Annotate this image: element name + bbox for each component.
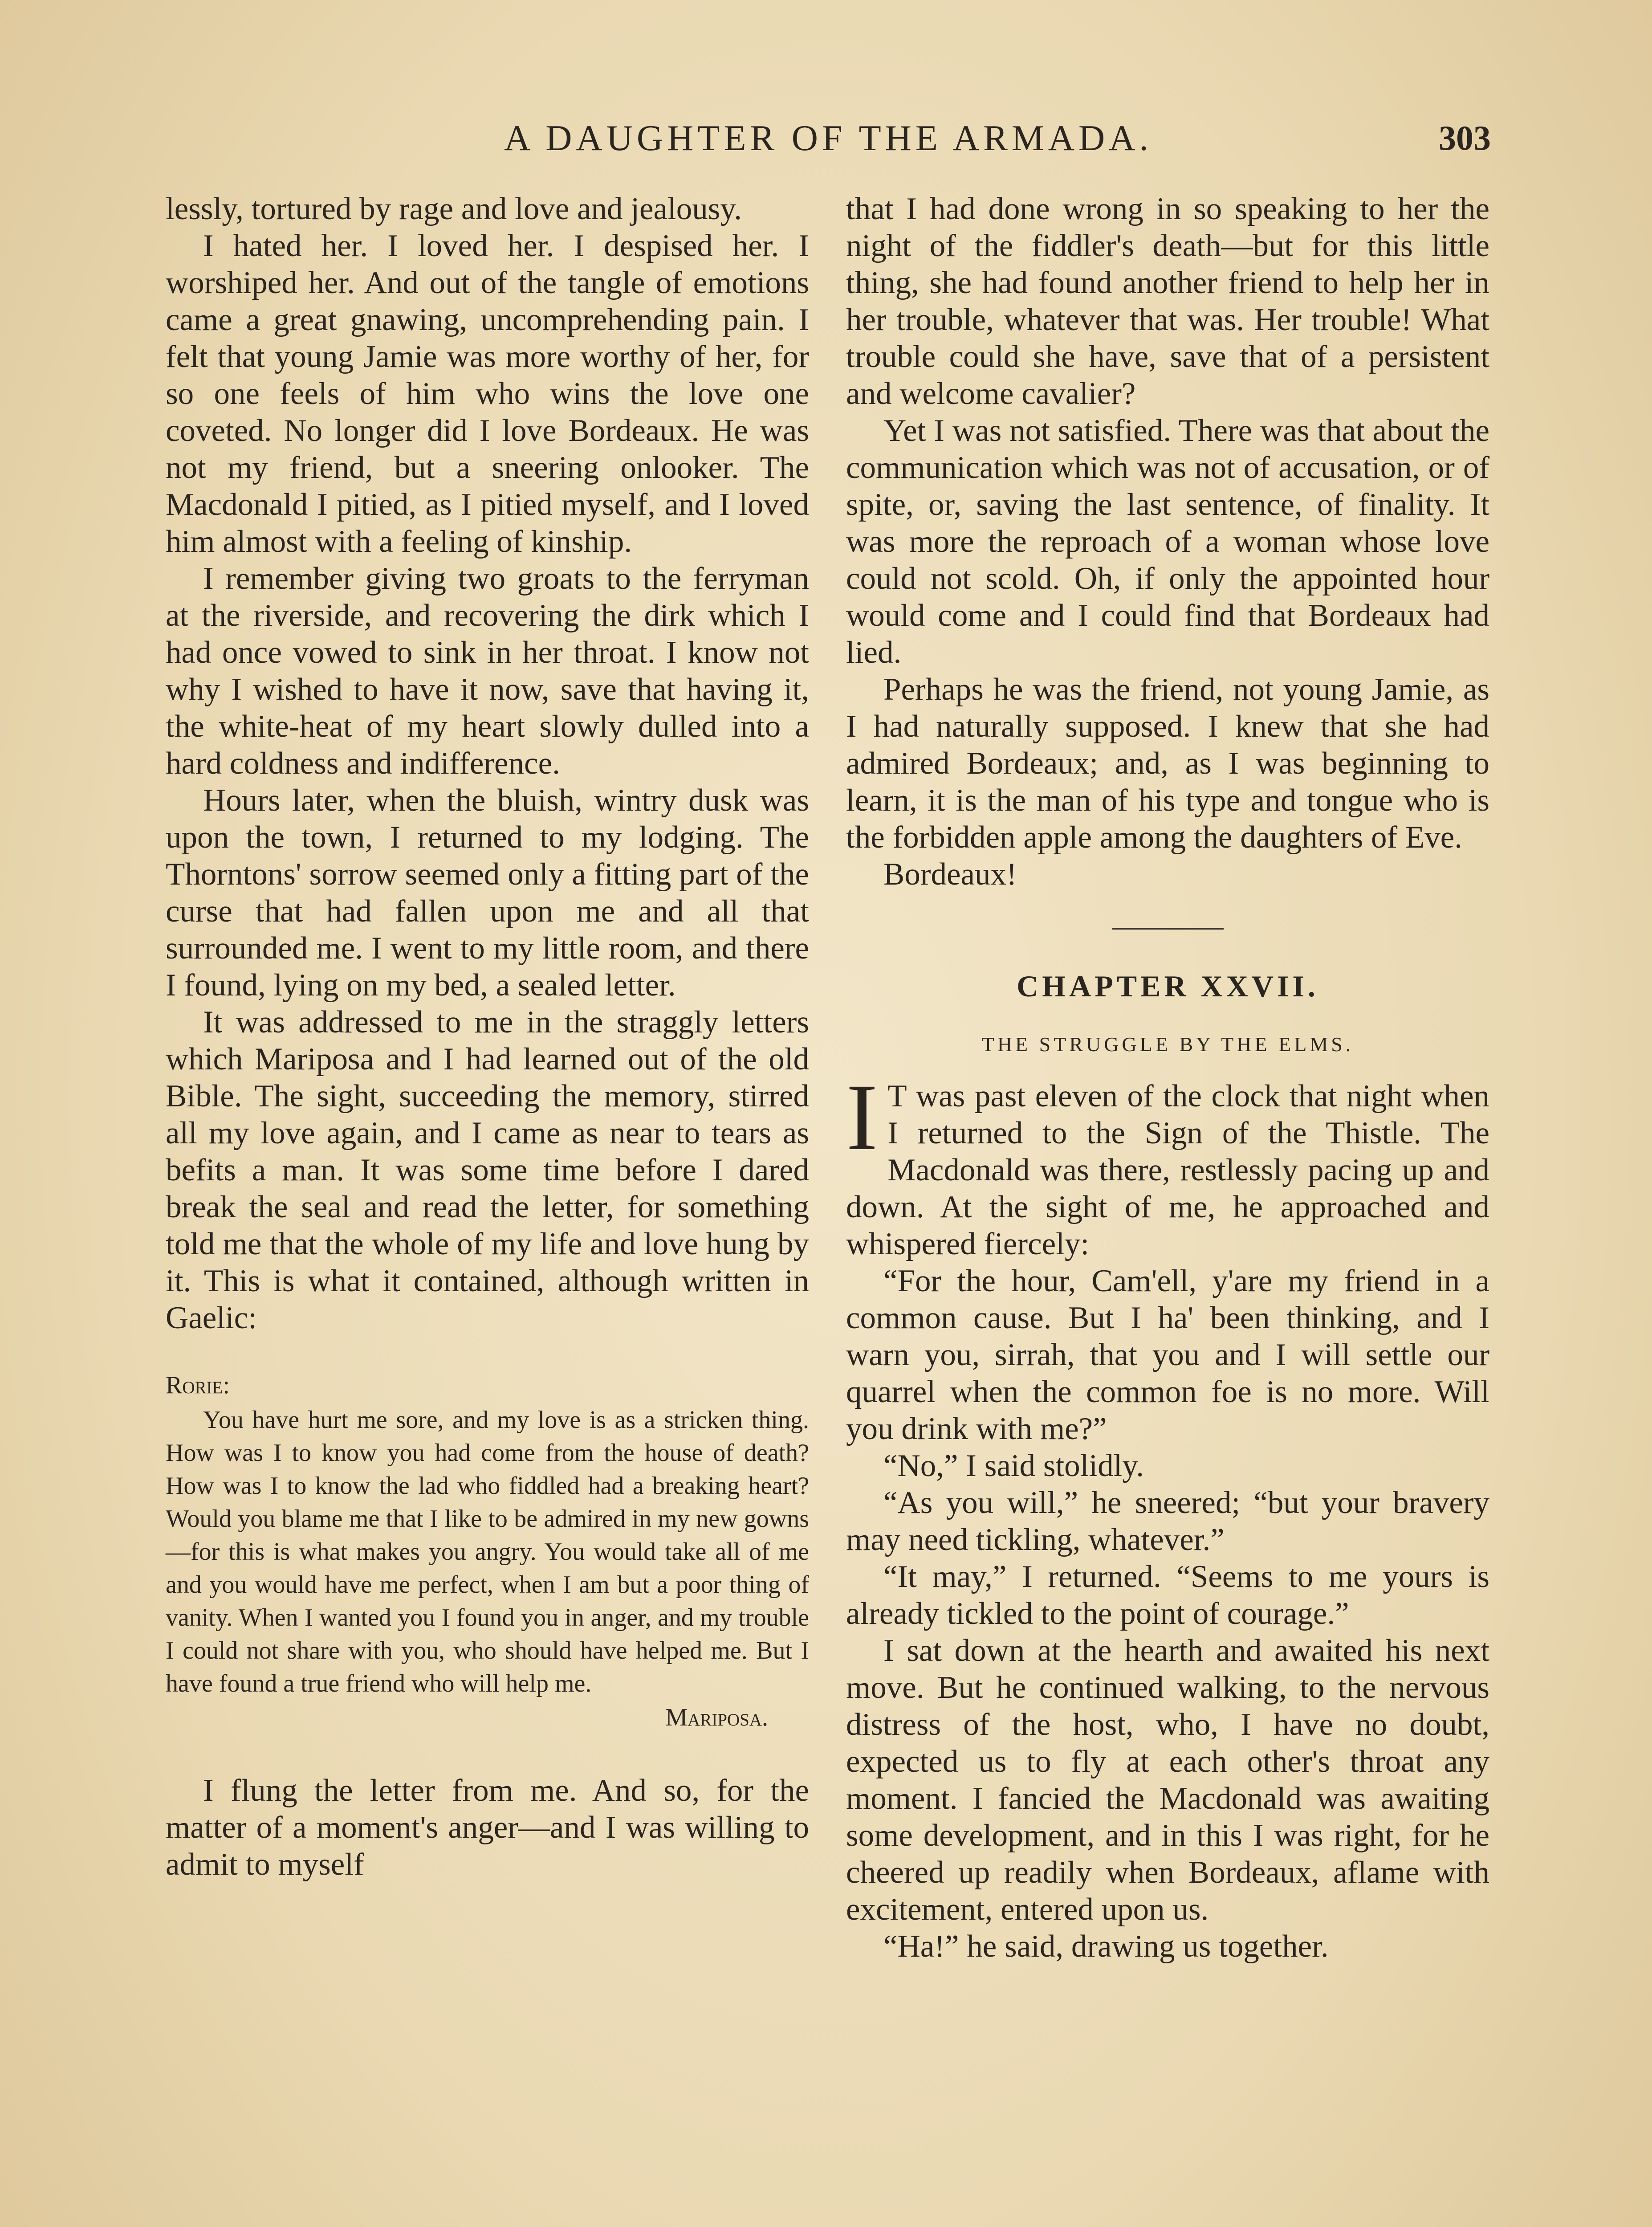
paragraph: that I had done wrong in so speaking to her the night of the fiddler's death—but for this little thing, she had found another friend to help her in her trouble, whatever that was. Her trouble! What trouble could she have, save that of a persistent and welcome cavalier?	[846, 192, 1489, 411]
paragraph: lessly, tortured by rage and love and jealousy.	[166, 192, 742, 226]
left-column	[166, 191, 809, 1883]
chapter-title: CHAPTER XXVII.	[1017, 969, 1319, 1003]
paragraph: Perhaps he was the friend, not young Jamie, as I had naturally supposed. I knew that she had admired Bordeaux; and, as I was beginning to learn, it is the man of his type and tongue who is the forbidden apple among the daughters of Eve.	[846, 672, 1489, 855]
paragraph: I sat down at the hearth and awaited his next move. But he continued walking, to the nervous distress of the host, who, I have no doubt, expected us to fly at each other's throat any moment. I fancied the Macdonald was awaiting some development, and in this I was right, for he cheered up readily when Bordeaux, aflame with excitement, entered upon us.	[846, 1633, 1489, 1927]
paragraph: “Ha!” he said, drawing us together.	[883, 1929, 1329, 1964]
paragraph: Hours later, when the bluish, wintry dusk was upon the town, I returned to my lodging. The Thorntons' sorrow seemed only a fitting part of the curse that had fallen upon me and all that surrounded me. I went to my little room, and there I found, lying on my bed, a sealed letter.	[166, 783, 809, 1003]
quoted-letter	[166, 1369, 809, 1734]
paragraph: Bordeaux!	[883, 857, 1017, 892]
drop-cap: I	[846, 1065, 878, 1170]
letter-signature: Mariposa.	[665, 1704, 768, 1731]
paragraph: I flung the letter from me. And so, for the matter of a moment's anger—and I was willing to admit to myself	[166, 1773, 809, 1882]
opening-text: was past eleven of the clock that night when I returned to the Sign of the Thistle. The Macdonald was there, restlessly pacing up and down. At the sight of me, he approached and whispered fiercely:	[846, 1079, 1489, 1261]
paragraph: I hated her. I loved her. I despised her. I worshiped her. And out of the tangle of emotions came a great gnawing, uncomprehending pain. I felt that young Jamie was more worthy of her, for so one feels of him who wins the love one coveted. No longer did I love Bordeaux. He was not my friend, but a sneering onlooker. The Macdonald I pitied, as I pitied myself, and I loved him almost with a feeling of kinship.	[166, 228, 809, 559]
running-title: A DAUGHTER OF THE ARMADA.	[504, 118, 1152, 158]
right-column	[846, 191, 1489, 1965]
drop-cap-continuation: T	[887, 1079, 907, 1114]
paragraph: “As you will,” he sneered; “but your bravery may need tickling, whatever.”	[846, 1485, 1489, 1557]
paragraph: “It may,” I returned. “Seems to me yours is already tickled to the point of courage.”	[846, 1559, 1489, 1631]
page-header	[166, 114, 1491, 163]
paragraph: Yet I was not satisfied. There was that about the communication which was not of accusation, or of spite, or, saving the last sentence, of finality. It was more the reproach of a woman whose love could not scold. Oh, if only the appointed hour would come and I could find that Bordeaux had lied.	[846, 413, 1489, 670]
letter-body: You have hurt me sore, and my love is as a stricken thing. How was I to know you had come from the house of death? How was I to know the lad who fiddled had a breaking heart? Would you blame me that I like to be admired in my new gowns—for this is what makes you angry. You would take all of me and you would have me perfect, when I am but a poor thing of vanity. When I wanted you I found you in anger, and my trouble I could not share with you, who should have helped me. But I have found a true friend who will help me.	[166, 1406, 809, 1697]
paragraph: “For the hour, Cam'ell, y'are my friend in a common cause. But I ha' been thinking, and I warn you, sirrah, that you and I will settle our quarrel when the common foe is no more. Will you drink with me?”	[846, 1264, 1489, 1446]
section-divider	[1112, 928, 1224, 930]
chapter-opening-paragraph	[846, 1065, 1489, 1263]
letter-salutation: Rorie:	[166, 1371, 230, 1399]
chapter-subtitle: THE STRUGGLE BY THE ELMS.	[981, 1033, 1354, 1056]
paragraph: “No,” I said stolidly.	[883, 1448, 1144, 1483]
paragraph: I remember giving two groats to the ferryman at the riverside, and recovering the dirk which I had once vowed to sink in her throat. I know not why I wished to have it now, save that having it, the white-heat of my heart slowly dulled into a hard coldness and indifference.	[166, 561, 809, 781]
paragraph: It was addressed to me in the straggly letters which Mariposa and I had learned out of the old Bible. The sight, succeeding the memory, stirred all my love again, and I came as near to tears as befits a man. It was some time before I dared break the seal and read the letter, for something told me that the whole of my life and love hung by it. This is what it contained, although written in Gaelic:	[166, 1005, 809, 1335]
page-number: 303	[1439, 118, 1491, 157]
